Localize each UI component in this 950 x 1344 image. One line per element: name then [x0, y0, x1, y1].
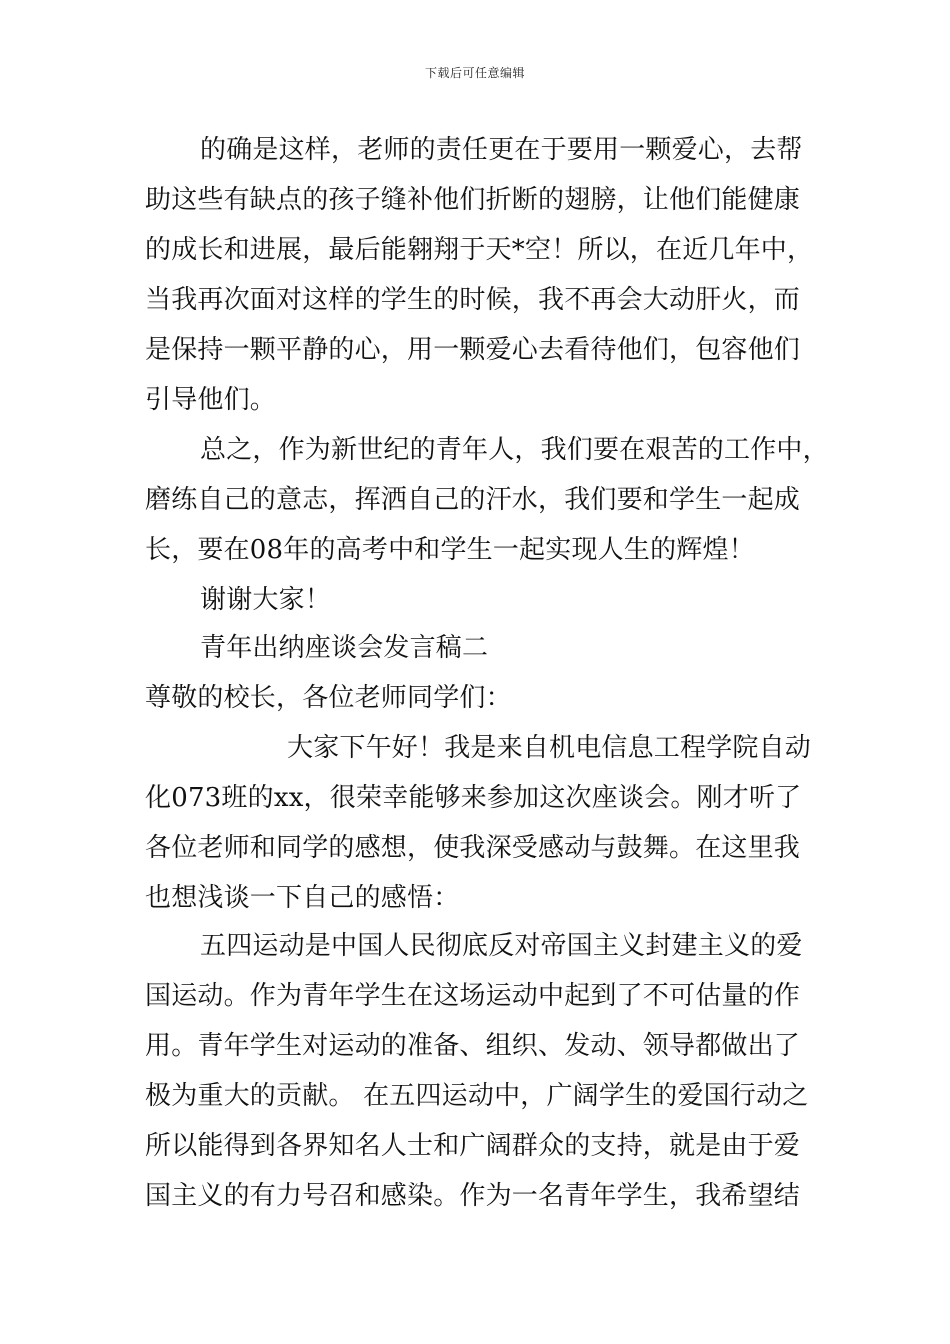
text-line: 总之，作为新世纪的青年人，我们要在艰苦的工作中，: [200, 435, 829, 465]
text-line: 化073班的xx，很荣幸能够来参加这次座谈会。刚才听了: [145, 783, 802, 813]
text-line: 助这些有缺点的孩子缝补他们折断的翅膀，让他们能健康: [145, 185, 801, 215]
text-line: 也想浅谈一下自己的感悟：: [145, 883, 460, 913]
text-line: 国运动。作为青年学生在这场运动中起到了不可估量的作: [145, 981, 801, 1011]
text-line: 长，要在08年的高考中和学生一起实现人生的辉煌！: [145, 535, 755, 565]
section-title: 青年出纳座谈会发言稿二: [200, 633, 489, 663]
text-line: 的成长和进展，最后能翱翔于天*空！所以，在近几年中，: [145, 235, 814, 265]
text-line: 大家下午好！我是来自机电信息工程学院自动: [287, 733, 812, 763]
text-line: 国主义的有力号召和感染。作为一名青年学生，我希望结: [145, 1181, 801, 1211]
salutation: 尊敬的校长，各位老师同学们：: [145, 683, 512, 713]
text-line: 谢谢大家！: [200, 585, 332, 615]
text-line: 当我再次面对这样的学生的时候，我不再会大动肝火，而: [145, 285, 801, 315]
text-line: 各位老师和同学的感想，使我深受感动与鼓舞。在这里我: [145, 833, 801, 863]
text-line: 极为重大的贡献。 在五四运动中，广阔学生的爱国行动之: [145, 1081, 809, 1111]
text-line: 所以能得到各界知名人士和广阔群众的支持，就是由于爱: [145, 1131, 801, 1161]
page-header: 下载后可任意编辑: [424, 66, 525, 80]
text-line: 的确是这样，老师的责任更在于要用一颗爱心，去帮: [200, 135, 803, 165]
text-line: 用。青年学生对运动的准备、组织、发动、领导都做出了: [145, 1031, 801, 1061]
text-line: 五四运动是中国人民彻底反对帝国主义封建主义的爱: [200, 931, 803, 961]
text-line: 磨练自己的意志，挥洒自己的汗水，我们要和学生一起成: [145, 485, 801, 515]
text-line: 引导他们。: [145, 385, 277, 415]
text-line: 是保持一颗平静的心，用一颗爱心去看待他们，包容他们: [145, 335, 801, 365]
